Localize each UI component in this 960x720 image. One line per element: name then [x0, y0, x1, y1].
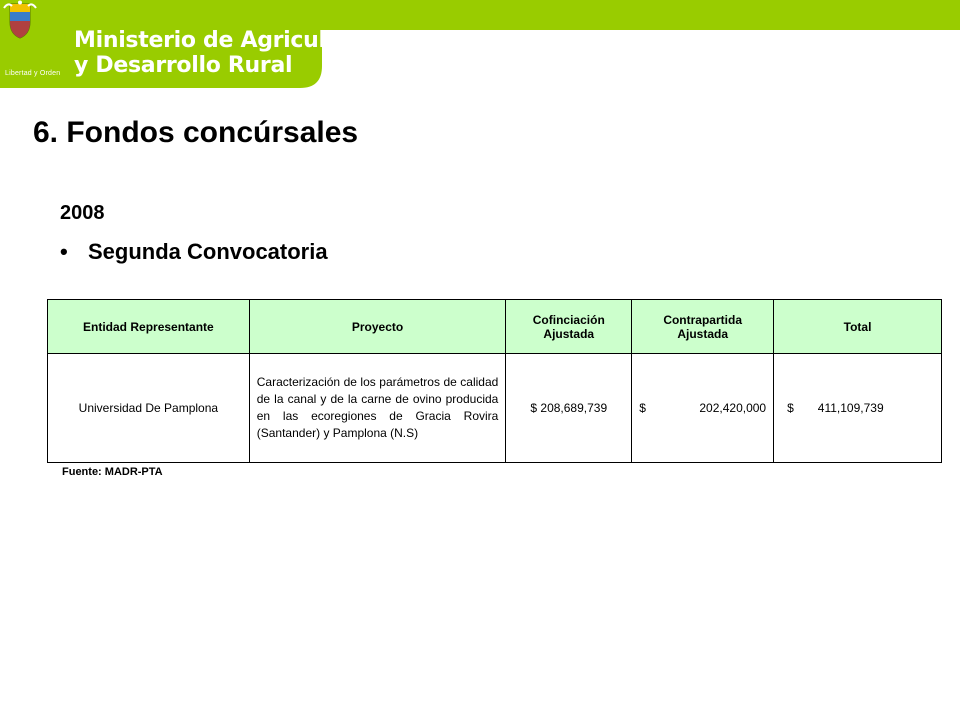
bullet-symbol: • — [60, 239, 68, 264]
ministry-line-2: y Desarrollo Rural — [74, 53, 293, 78]
ministry-logo-text — [74, 28, 376, 78]
bullet-text: Segunda Convocatoria — [88, 239, 328, 264]
amount-value: 202,420,000 — [699, 401, 767, 415]
cell-proyecto: Caracterización de los parámetros de calidad de la canal y de la carne de ovino producida en las ecoregiones de Gracia Rovira (Santander) y Pamplona (N.S) — [249, 354, 506, 463]
ministry-line-1: Ministerio de Agricultura — [74, 28, 377, 53]
coat-of-arms-icon — [0, 0, 40, 40]
currency-symbol: $ — [787, 401, 794, 415]
col-header-cofinanciacion: Cofinciación Ajustada — [506, 300, 632, 354]
funding-table — [47, 299, 942, 463]
table-header-row — [48, 300, 942, 354]
cell-total — [774, 354, 942, 463]
currency-symbol: $ — [639, 401, 646, 415]
table-row — [48, 354, 942, 463]
amount-value: 411,109,739 — [817, 401, 884, 415]
cell-contrapartida — [632, 354, 774, 463]
col-header-contrapartida: Contrapartida Ajustada — [632, 300, 774, 354]
source-note: Fuente: MADR-PTA — [62, 466, 163, 478]
cell-entidad: Universidad De Pamplona — [48, 354, 250, 463]
col-header-total: Total — [774, 300, 942, 354]
col-header-entidad: Entidad Representante — [48, 300, 250, 354]
year-heading: 2008 — [60, 202, 105, 224]
cell-cofinanciacion: $ 208,689,739 — [506, 354, 632, 463]
header-band — [0, 0, 960, 88]
page-title: 6. Fondos concúrsales — [33, 116, 359, 149]
bullet-item — [60, 239, 328, 265]
col-header-proyecto: Proyecto — [249, 300, 506, 354]
motto-text: Libertad y Orden — [5, 70, 61, 77]
